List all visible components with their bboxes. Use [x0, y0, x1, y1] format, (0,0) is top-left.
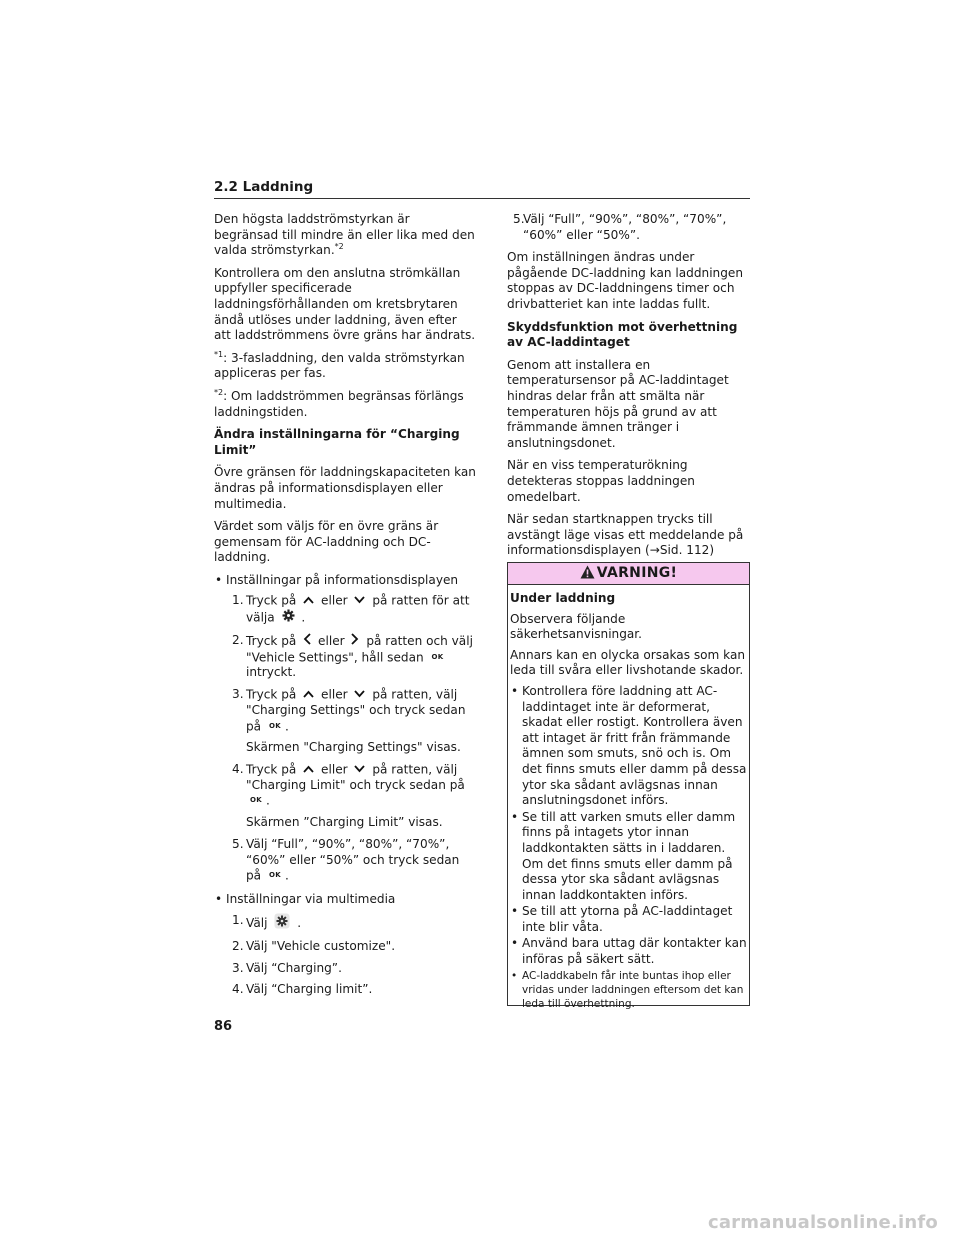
- step-number: 5.: [232, 836, 244, 851]
- gear-icon: [282, 609, 295, 627]
- step-number: 4.: [232, 762, 244, 776]
- footnote-text: : Om laddströmmen begränsas förlängs laddningstiden.: [214, 388, 464, 419]
- step-number: 1.: [232, 593, 244, 608]
- bullet-dot: •: [511, 936, 519, 951]
- chevron-right-icon: [351, 633, 359, 650]
- ok-button-icon: OK: [268, 721, 281, 730]
- warning-bullet: [510, 810, 747, 904]
- step-text: Välj “Charging”.: [246, 960, 342, 975]
- bullet-text: Se till att varken smuts eller damm finns på intagets ytor innan laddkontakten sätts in i laddaren. Om det finns smuts eller damm på dessa ytor ska sådant avlägsnas innan laddkontakten införs.: [522, 809, 736, 902]
- bullet-item: [214, 892, 476, 908]
- subheading: Skyddsfunktion mot överhettning av AC-laddintaget: [507, 319, 738, 350]
- multimedia-step-4: [214, 982, 476, 998]
- warning-body: [508, 585, 749, 1011]
- step-text: intryckt.: [246, 665, 297, 680]
- step-text: Välj "Vehicle customize".: [246, 939, 396, 954]
- step-number: 3.: [232, 687, 244, 702]
- bullet-text: Använd bara uttag där kontakter kan införas på säkert sätt.: [522, 936, 747, 967]
- bullet-dot: •: [215, 892, 223, 907]
- step-5: [214, 837, 476, 884]
- warning-subtitle: Under laddning: [510, 591, 616, 605]
- chevron-down-icon: [354, 687, 365, 703]
- chevron-down-icon: [354, 593, 365, 609]
- left-column: [214, 212, 476, 1004]
- paragraph: Genom att installera en temperatursensor på AC-laddintaget hindras delar från att smälta när temperaturen höjs på grund av att främmande ämnen tränger i anslutningsdonet.: [507, 357, 729, 450]
- step-4: [214, 762, 476, 831]
- step-number: 2.: [232, 632, 244, 647]
- bullet-dot: •: [511, 969, 518, 982]
- chevron-up-icon: [303, 687, 314, 703]
- step-2: [214, 633, 476, 681]
- chevron-down-icon: [354, 762, 365, 778]
- chevron-left-icon: [303, 633, 311, 650]
- paragraph: Om inställningen ändras under pågående DC-laddning kan laddningen stoppas av DC-laddningens timer och drivbatteriet kan inte laddas fullt.: [507, 250, 744, 311]
- bullet-text: AC-laddkabeln får inte buntas ihop eller vridas under laddningen eftersom det kan leda till överhettning.: [522, 969, 744, 1010]
- paragraph: Annars kan en olycka orsakas som kan leda till svåra eller livshotande skador.: [510, 647, 746, 678]
- step-number: 2.: [232, 939, 244, 954]
- footnote-ref: *2: [334, 242, 344, 252]
- footnote-2: [214, 389, 476, 420]
- ok-button-icon: OK: [431, 652, 444, 661]
- step-text: Välj “Full”, “90%”, “80%”, “70%”, “60%” eller “50%”.: [523, 212, 727, 242]
- paragraph: [507, 512, 751, 559]
- ok-button-icon: OK: [268, 871, 281, 880]
- step-number: 3.: [232, 960, 244, 975]
- step-note: Skärmen ”Charging Limit” visas.: [246, 815, 443, 830]
- step-text: på ratten, välj "Charging Settings" och tryck sedan på: [246, 687, 466, 733]
- step-text: på ratten, välj "Charging Limit" och tryck sedan på: [246, 762, 465, 792]
- step-text: eller: [318, 633, 345, 648]
- bullet-dot: •: [215, 572, 223, 587]
- multimedia-step-3: [214, 961, 476, 977]
- footnote-1: [214, 351, 476, 382]
- page-reference-link[interactable]: Sid. 112): [659, 543, 715, 558]
- warning-bullet: [510, 684, 747, 809]
- warning-triangle-icon: [580, 565, 595, 586]
- step-1: [214, 593, 476, 626]
- paragraph: När en viss temperaturökning detekteras stoppas laddningen omedelbart.: [507, 458, 695, 504]
- chevron-up-icon: [303, 762, 314, 778]
- bullet-text: Se till att ytorna på AC-laddintaget inte blir våta.: [522, 904, 733, 934]
- step-text: Välj “Full”, “90%”, “80%”, “70%”, “60%” eller “50%” och tryck sedan på: [246, 836, 460, 883]
- chevron-up-icon: [303, 593, 314, 609]
- step-text: .: [284, 868, 289, 883]
- step-note: Skärmen "Charging Settings" visas.: [246, 740, 461, 755]
- paragraph: Värdet som väljs för en övre gräns är gemensam för AC-laddning och DC-laddning.: [214, 519, 439, 565]
- paragraph: Kontrollera om den anslutna strömkällan uppfyller specificerade laddningsförhållanden om kretsbrytaren ändå utlöses under laddning, även efter att laddströmmens övre gräns har ändrats.: [214, 265, 476, 343]
- step-text: Tryck på: [246, 762, 297, 777]
- step-5-continued: [507, 212, 751, 243]
- text: Den högsta laddströmstyrkan är begränsad till mindre än eller lika med den valda strömstyrkan.: [214, 212, 475, 258]
- step-text: eller: [321, 762, 348, 777]
- ok-button-icon: OK: [250, 796, 262, 805]
- step-text: Tryck på: [246, 633, 297, 648]
- step-text: .: [301, 610, 306, 625]
- subheading: Ändra inställningarna för “Charging Limit”: [214, 427, 460, 457]
- bullet-dot: •: [511, 809, 519, 824]
- footnote-mark: *1: [214, 349, 224, 359]
- footnote-mark: *2: [214, 387, 224, 397]
- warning-header: [508, 563, 749, 585]
- step-number: 5.: [513, 212, 525, 226]
- section-header: 2.2 Laddning: [214, 179, 750, 199]
- footnote-text: : 3-fasladdning, den valda strömstyrkan appliceras per fas.: [214, 350, 465, 381]
- paragraph: Observera följande säkerhetsanvisningar.: [510, 611, 643, 642]
- right-column: [507, 212, 751, 566]
- bullet-text: Inställningar via multimedia: [226, 892, 396, 907]
- warning-bullet: [510, 969, 747, 1011]
- bullet-item: [214, 573, 476, 589]
- step-text: Välj “Charging limit”.: [246, 982, 373, 997]
- step-text: Tryck på: [246, 687, 297, 702]
- multimedia-step-1: [214, 913, 476, 934]
- paragraph: Övre gränsen för laddningskapaciteten kan ändras på informationsdisplayen eller multimedia.: [214, 465, 476, 511]
- bullet-dot: •: [511, 904, 519, 919]
- bullet-text: Inställningar på informationsdisplayen: [226, 572, 459, 587]
- step-text: .: [265, 793, 270, 808]
- step-text: Tryck på: [246, 593, 297, 608]
- step-3: [214, 687, 476, 756]
- step-number: 4.: [232, 982, 244, 997]
- multimedia-step-2: [214, 939, 476, 955]
- paragraph: [214, 212, 476, 259]
- step-text: på ratten för att välja: [246, 593, 470, 625]
- warning-box: [507, 562, 750, 1010]
- bullet-text: Kontrollera före laddning att AC-laddintaget inte är deformerat, skadat eller rostigt. Kontrollera även att intaget är fritt från främmande ämnen som smuts, snö och is. Om det finns smuts eller damm på dessa ytor ska sådant avlägsnas innan anslutningsdonet införs.: [522, 683, 747, 808]
- step-text: .: [297, 915, 302, 930]
- step-number: 1.: [232, 912, 244, 927]
- step-text: Välj: [246, 915, 268, 930]
- step-text: på ratten och välj "Vehicle Settings", håll sedan: [246, 633, 473, 664]
- warning-bullet: [510, 936, 747, 967]
- step-text: eller: [321, 687, 348, 702]
- warning-bullet: [510, 904, 747, 935]
- page-number: 86: [214, 1019, 233, 1034]
- step-text: eller: [321, 593, 348, 608]
- warning-title: VARNING!: [596, 565, 678, 581]
- page-ref-arrow-icon: →: [649, 543, 660, 558]
- step-text: .: [284, 718, 289, 733]
- bullet-dot: •: [511, 683, 519, 698]
- text: När sedan startknappen trycks till avstängt läge visas ett meddelande på informationsdisplayen (: [507, 512, 744, 558]
- settings-gear-icon: [274, 913, 290, 934]
- watermark: carmanualsonline.info: [707, 1212, 938, 1233]
